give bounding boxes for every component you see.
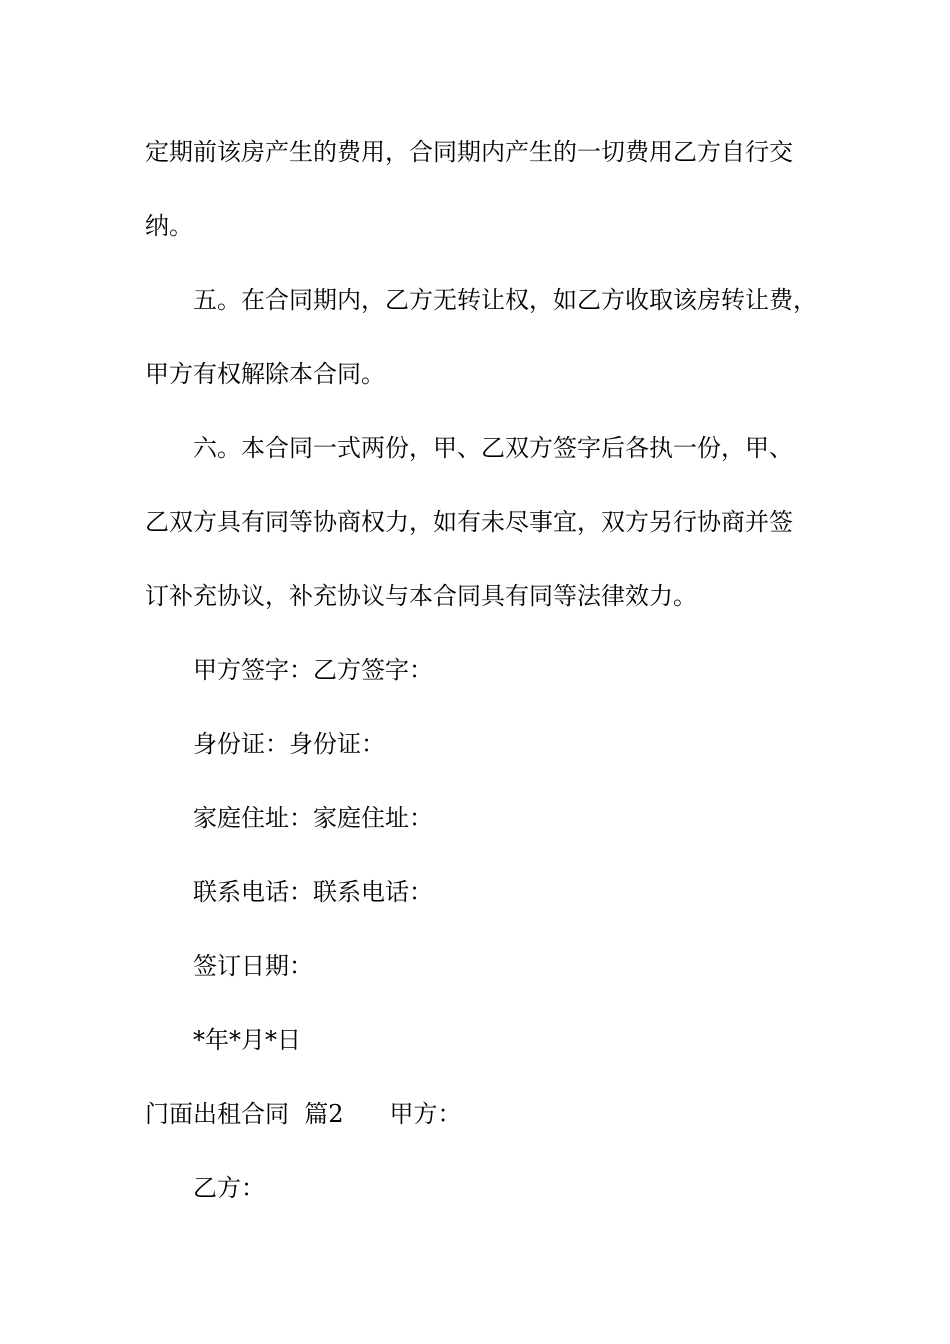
signature-date-label: 签订日期： [193,952,313,980]
section-number: 篇2 [304,1100,344,1128]
paragraph-line: 定期前该房产生的费用，合同期内产生的一切费用乙方自行交 [145,138,793,166]
section-title: 门面出租合同 [145,1100,289,1128]
signature-date-value: *年*月*日 [193,1026,301,1054]
paragraph-line: 甲方有权解除本合同。 [145,360,385,388]
signature-id-card: 身份证：身份证： [193,730,385,758]
signature-address: 家庭住址：家庭住址： [193,804,433,832]
paragraph-line: 订补充协议，补充协议与本合同具有同等法律效力。 [145,582,697,610]
paragraph-line: 五。在合同期内，乙方无转让权，如乙方收取该房转让费， [193,286,817,314]
signature-phone: 联系电话：联系电话： [193,878,433,906]
paragraph-line: 乙双方具有同等协商权力，如有未尽事宜，双方另行协商并签 [145,508,793,536]
party-a-label: 甲方： [389,1100,462,1128]
next-section-heading [145,1099,462,1129]
signature-signers: 甲方签字：乙方签字： [193,656,433,684]
party-b-label: 乙方： [193,1174,265,1202]
paragraph-line: 六。本合同一式两份，甲、乙双方签字后各执一份，甲、 [193,434,793,462]
paragraph-line: 纳。 [145,212,193,240]
